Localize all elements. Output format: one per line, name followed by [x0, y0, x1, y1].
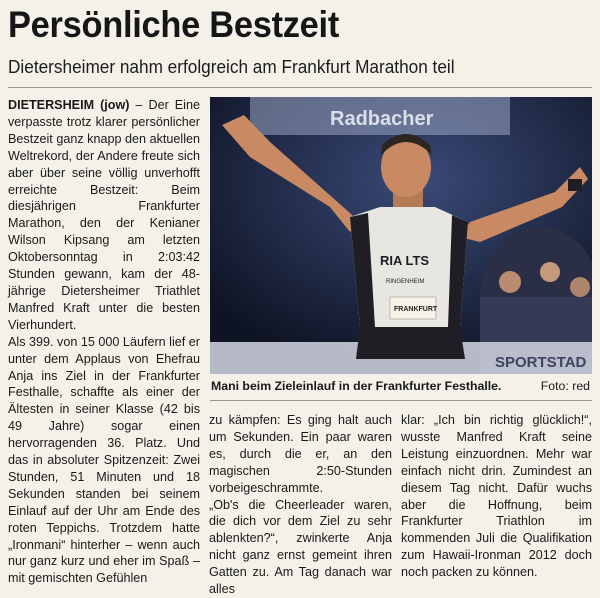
paragraph-4: „Ob's die Cheerleader waren, die dich vor dem Ziel zu sehr ablenkten?“, zwinkerte Anja nicht ganz ernst gemeint ihren Gatten zu. Am Tag danach war alles — [209, 497, 392, 597]
jersey-sub: RINGENHEIM — [386, 279, 425, 285]
subheadline: Dietersheimer nahm erfolgreich am Frankfurt Marathon teil — [8, 56, 455, 77]
column-2 — [209, 412, 392, 598]
article-photo — [210, 97, 592, 374]
paragraph-3: zu kämpfen: Es ging halt auch um Sekunden. Ein paar waren es, durch die er, an den magischen 2:50-Stunden vorbeigeschrammte. — [209, 413, 392, 495]
divider — [8, 87, 592, 88]
spectator-head — [570, 277, 590, 297]
sign-text: SPORTSTAD — [495, 354, 587, 371]
runner-illustration — [210, 97, 592, 374]
column-1 — [8, 97, 200, 587]
paragraph-1 — [8, 97, 200, 334]
paragraph-1-text: – Der Eine verpasste trotz klarer persönlicher Bestzeit ganz knapp den aktuellen Weltrekord, der Andere freute sich aber über seine völlig unverhofft erreichte Bestzeit: Beim diesjährigen Frankfurter Marathon, den der Kenianer Wilson Kipsang am letzten Oktobersonntag in 2:03:42 Stunden gewann, kam der 48-jährige Dietersheimer Triathlet Manfred Kraft unter die besten Vierhundert. — [8, 98, 200, 332]
headline: Persönliche Bestzeit — [8, 4, 340, 45]
caption-divider — [210, 400, 592, 401]
photo-credit: Foto: red — [540, 379, 590, 393]
caption-row — [210, 377, 592, 395]
column-3 — [401, 412, 592, 581]
bib-text: FRANKFURT — [394, 306, 438, 313]
dateline: DIETERSHEIM (jow) — [8, 98, 130, 112]
photo-caption: Mani beim Zieleinlauf in der Frankfurter Festhalle. — [211, 379, 502, 393]
spectator-head — [499, 271, 521, 293]
banner-text: Radbacher — [330, 108, 434, 130]
runner-shorts — [356, 327, 465, 359]
jersey-brand: RIA LTS — [380, 253, 430, 268]
wristwatch — [568, 179, 582, 191]
paragraph-5: klar: „Ich bin richtig glücklich!“, wusste Manfred Kraft seine Leistung einzuordnen. Mehr war einfach nicht drin. Zumindest an diesem Tag nicht. Dafür wuchs aber die Hoffnung, beim Frankfurter Triathlon im kommenden Juli die Qualifikation zum Hawaii-Ironman 2012 doch noch packen zu können. — [401, 413, 592, 580]
paragraph-2: Als 399. von 15 000 Läufern lief er unter dem Applaus von Ehefrau Anja ins Ziel in der Frankfurter Festhalle, schaffte als einer der Ältesten in seiner Klasse (42 bis 49 Jahre) sogar einen hervorragenden 36. Platz. Und das in absoluter Spitzenzeit: Zwei Stunden, 51 Minuten und 18 Sekunden standen bei seinem Einlauf auf der Uhr am Ende des roten Teppichs. Trotzdem hatte „Ironmani“ hinterher – wenn auch nur ganz kurz und eher im Spaß – mit gemischten Gefühlen — [8, 334, 200, 586]
spectator-head — [540, 262, 560, 282]
